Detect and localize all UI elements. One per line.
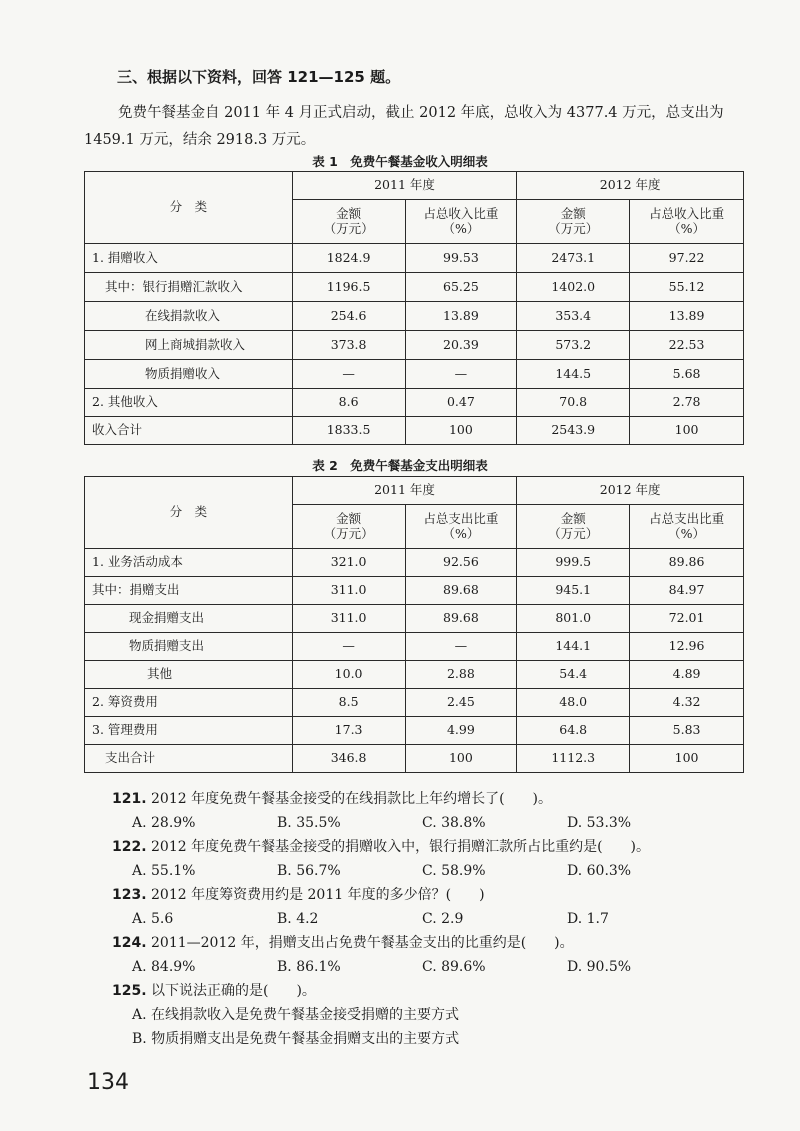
ratio-header	[630, 200, 744, 244]
page-number: 134	[87, 1070, 129, 1095]
cell-ratio-2012: 12.96	[630, 633, 744, 661]
option-d[interactable]: D. 1.7	[567, 911, 609, 927]
cell-amount-2012: 2473.1	[517, 244, 630, 273]
option-b[interactable]: B. 35.5%	[277, 815, 341, 831]
row-label: 物质捐赠支出	[85, 633, 293, 661]
row-label: 网上商城捐款收入	[85, 331, 293, 360]
amount-label: 金额	[560, 206, 586, 222]
cell-ratio-2012: 72.01	[630, 605, 744, 633]
income-table	[84, 171, 744, 445]
cell-amount-2011: 373.8	[292, 331, 405, 360]
amount-header	[517, 200, 630, 244]
expense-table	[84, 476, 744, 773]
cell-ratio-2012: 100	[630, 417, 744, 445]
ratio-header	[405, 200, 517, 244]
options-123	[112, 907, 752, 931]
question-text: 2011—2012 年，捐赠支出占免费午餐基金支出的比重约是( )。	[151, 935, 574, 951]
table-header-row	[85, 477, 744, 505]
cell-amount-2011: 321.0	[292, 549, 405, 577]
amount-unit: （万元）	[548, 525, 599, 541]
question-121	[112, 787, 752, 811]
year-header-2011: 2011 年度	[292, 477, 517, 505]
question-text: 以下说法正确的是( )。	[151, 983, 316, 999]
option-d[interactable]: D. 60.3%	[567, 863, 632, 879]
table-row	[85, 633, 744, 661]
cell-ratio-2011: 0.47	[405, 389, 517, 417]
amount-unit: （万元）	[548, 220, 599, 236]
intro-line-1: 免费午餐基金自 2011 年 4 月正式启动，截止 2012 年底，总收入为 4377.4 万元，总支出为	[118, 105, 724, 121]
question-124	[112, 931, 752, 955]
table2-title: 表 2 免费午餐基金支出明细表	[312, 458, 488, 473]
amount-unit: （万元）	[323, 220, 374, 236]
row-label: 1. 捐赠收入	[85, 244, 293, 273]
cell-ratio-2011: 2.45	[405, 689, 517, 717]
intro-line-2: 1459.1 万元，结余 2918.3 万元。	[84, 132, 316, 148]
question-number: 122.	[112, 839, 147, 855]
cell-ratio-2011: 100	[405, 745, 517, 773]
option-b[interactable]: B. 物质捐赠支出是免费午餐基金捐赠支出的主要方式	[132, 1031, 460, 1047]
ratio-label: 占总支出比重	[423, 511, 499, 527]
cell-ratio-2012: 4.32	[630, 689, 744, 717]
cell-amount-2012: 48.0	[517, 689, 630, 717]
cell-ratio-2012: 5.83	[630, 717, 744, 745]
question-text: 2012 年度免费午餐基金接受的捐赠收入中，银行捐赠汇款所占比重约是( )。	[151, 839, 651, 855]
question-123	[112, 883, 752, 907]
cell-amount-2011: 1824.9	[292, 244, 405, 273]
question-number: 121.	[112, 791, 147, 807]
amount-label: 金额	[336, 206, 362, 222]
amount-header	[517, 505, 630, 549]
cell-amount-2012: 144.1	[517, 633, 630, 661]
option-c[interactable]: C. 2.9	[422, 911, 464, 927]
row-label: 其中：捐赠支出	[85, 577, 293, 605]
table-total-row	[85, 745, 744, 773]
table-row	[85, 331, 744, 360]
cell-ratio-2011: 20.39	[405, 331, 517, 360]
option-b[interactable]: B. 4.2	[277, 911, 319, 927]
option-c[interactable]: C. 89.6%	[422, 959, 486, 975]
option-d[interactable]: D. 53.3%	[567, 815, 632, 831]
cell-amount-2012: 573.2	[517, 331, 630, 360]
cell-ratio-2012: 2.78	[630, 389, 744, 417]
cell-ratio-2011: 13.89	[405, 302, 517, 331]
row-label: 收入合计	[85, 417, 293, 445]
cell-amount-2011: 1196.5	[292, 273, 405, 302]
row-label: 现金捐赠支出	[85, 605, 293, 633]
amount-unit: （万元）	[323, 525, 374, 541]
cell-amount-2011: —	[292, 360, 405, 389]
year-header-2012: 2012 年度	[517, 172, 744, 200]
table-row	[85, 244, 744, 273]
cell-amount-2012: 2543.9	[517, 417, 630, 445]
options-124	[112, 955, 752, 979]
cell-amount-2012: 353.4	[517, 302, 630, 331]
cell-ratio-2011: 89.68	[405, 577, 517, 605]
table-row	[85, 302, 744, 331]
option-b[interactable]: B. 56.7%	[277, 863, 341, 879]
row-label: 2. 筹资费用	[85, 689, 293, 717]
table1-title: 表 1 免费午餐基金收入明细表	[312, 154, 488, 169]
question-number: 125.	[112, 983, 147, 999]
ratio-label: 占总收入比重	[423, 206, 499, 222]
cell-ratio-2011: 89.68	[405, 605, 517, 633]
intro-paragraph	[84, 100, 744, 154]
cell-amount-2012: 144.5	[517, 360, 630, 389]
cell-ratio-2011: 92.56	[405, 549, 517, 577]
ratio-header	[630, 505, 744, 549]
table-row	[85, 717, 744, 745]
option-a[interactable]: A. 28.9%	[132, 815, 196, 831]
cell-amount-2011: 1833.5	[292, 417, 405, 445]
option-a[interactable]: A. 5.6	[132, 911, 174, 927]
cell-amount-2012: 54.4	[517, 661, 630, 689]
option-c[interactable]: C. 58.9%	[422, 863, 486, 879]
table-row	[85, 661, 744, 689]
option-a[interactable]: A. 在线捐款收入是免费午餐基金接受捐赠的主要方式	[132, 1007, 460, 1023]
cell-amount-2012: 64.8	[517, 717, 630, 745]
cell-ratio-2012: 5.68	[630, 360, 744, 389]
cell-amount-2011: 10.0	[292, 661, 405, 689]
cell-amount-2011: —	[292, 633, 405, 661]
ratio-unit: （%）	[668, 220, 706, 236]
cell-ratio-2011: 2.88	[405, 661, 517, 689]
cell-ratio-2011: —	[405, 360, 517, 389]
row-label: 1. 业务活动成本	[85, 549, 293, 577]
ratio-unit: （%）	[442, 525, 480, 541]
option-a[interactable]: A. 55.1%	[132, 863, 196, 879]
option-a[interactable]: A. 84.9%	[132, 959, 196, 975]
question-122	[112, 835, 752, 859]
table-row	[85, 549, 744, 577]
cell-ratio-2012: 4.89	[630, 661, 744, 689]
table-row	[85, 689, 744, 717]
table-row	[85, 360, 744, 389]
options-122	[112, 859, 752, 883]
question-text: 2012 年度免费午餐基金接受的在线捐款比上年约增长了( )。	[151, 791, 553, 807]
ratio-unit: （%）	[442, 220, 480, 236]
cell-amount-2011: 8.5	[292, 689, 405, 717]
option-c[interactable]: C. 38.8%	[422, 815, 486, 831]
question-text: 2012 年度筹资费用约是 2011 年度的多少倍？( )	[151, 887, 485, 903]
row-label: 其中：银行捐赠汇款收入	[85, 273, 293, 302]
options-121	[112, 811, 752, 835]
amount-label: 金额	[560, 511, 586, 527]
ratio-label: 占总收入比重	[649, 206, 725, 222]
cell-amount-2012: 1112.3	[517, 745, 630, 773]
cell-amount-2012: 999.5	[517, 549, 630, 577]
cell-amount-2011: 346.8	[292, 745, 405, 773]
ratio-unit: （%）	[668, 525, 706, 541]
table-row	[85, 577, 744, 605]
amount-header	[292, 505, 405, 549]
section-heading: 三、根据以下资料，回答 121—125 题。	[117, 68, 401, 86]
ratio-label: 占总支出比重	[649, 511, 725, 527]
table-total-row	[85, 417, 744, 445]
cell-ratio-2012: 22.53	[630, 331, 744, 360]
cell-ratio-2012: 13.89	[630, 302, 744, 331]
question-number: 123.	[112, 887, 147, 903]
cell-amount-2012: 70.8	[517, 389, 630, 417]
amount-label: 金额	[336, 511, 362, 527]
question-number: 124.	[112, 935, 147, 951]
cell-ratio-2012: 89.86	[630, 549, 744, 577]
cell-ratio-2012: 55.12	[630, 273, 744, 302]
cell-amount-2012: 801.0	[517, 605, 630, 633]
row-label: 支出合计	[85, 745, 293, 773]
option-b[interactable]: B. 86.1%	[277, 959, 341, 975]
amount-header	[292, 200, 405, 244]
year-header-2011: 2011 年度	[292, 172, 517, 200]
cell-amount-2012: 1402.0	[517, 273, 630, 302]
row-label: 物质捐赠收入	[85, 360, 293, 389]
category-header: 分 类	[85, 477, 293, 549]
cell-amount-2012: 945.1	[517, 577, 630, 605]
table-row	[85, 605, 744, 633]
cell-ratio-2012: 84.97	[630, 577, 744, 605]
year-header-2012: 2012 年度	[517, 477, 744, 505]
cell-ratio-2011: 65.25	[405, 273, 517, 302]
row-label: 在线捐款收入	[85, 302, 293, 331]
cell-ratio-2011: 4.99	[405, 717, 517, 745]
cell-amount-2011: 254.6	[292, 302, 405, 331]
category-header: 分 类	[85, 172, 293, 244]
table-row	[85, 389, 744, 417]
table-header-row	[85, 172, 744, 200]
cell-amount-2011: 311.0	[292, 605, 405, 633]
cell-ratio-2012: 100	[630, 745, 744, 773]
row-label: 其他	[85, 661, 293, 689]
cell-amount-2011: 311.0	[292, 577, 405, 605]
row-label: 3. 管理费用	[85, 717, 293, 745]
cell-ratio-2011: —	[405, 633, 517, 661]
ratio-header	[405, 505, 517, 549]
row-label: 2. 其他收入	[85, 389, 293, 417]
question-list	[112, 787, 752, 1051]
option-d[interactable]: D. 90.5%	[567, 959, 632, 975]
cell-amount-2011: 8.6	[292, 389, 405, 417]
cell-amount-2011: 17.3	[292, 717, 405, 745]
cell-ratio-2011: 100	[405, 417, 517, 445]
cell-ratio-2012: 97.22	[630, 244, 744, 273]
question-125	[112, 979, 752, 1003]
cell-ratio-2011: 99.53	[405, 244, 517, 273]
table-row	[85, 273, 744, 302]
